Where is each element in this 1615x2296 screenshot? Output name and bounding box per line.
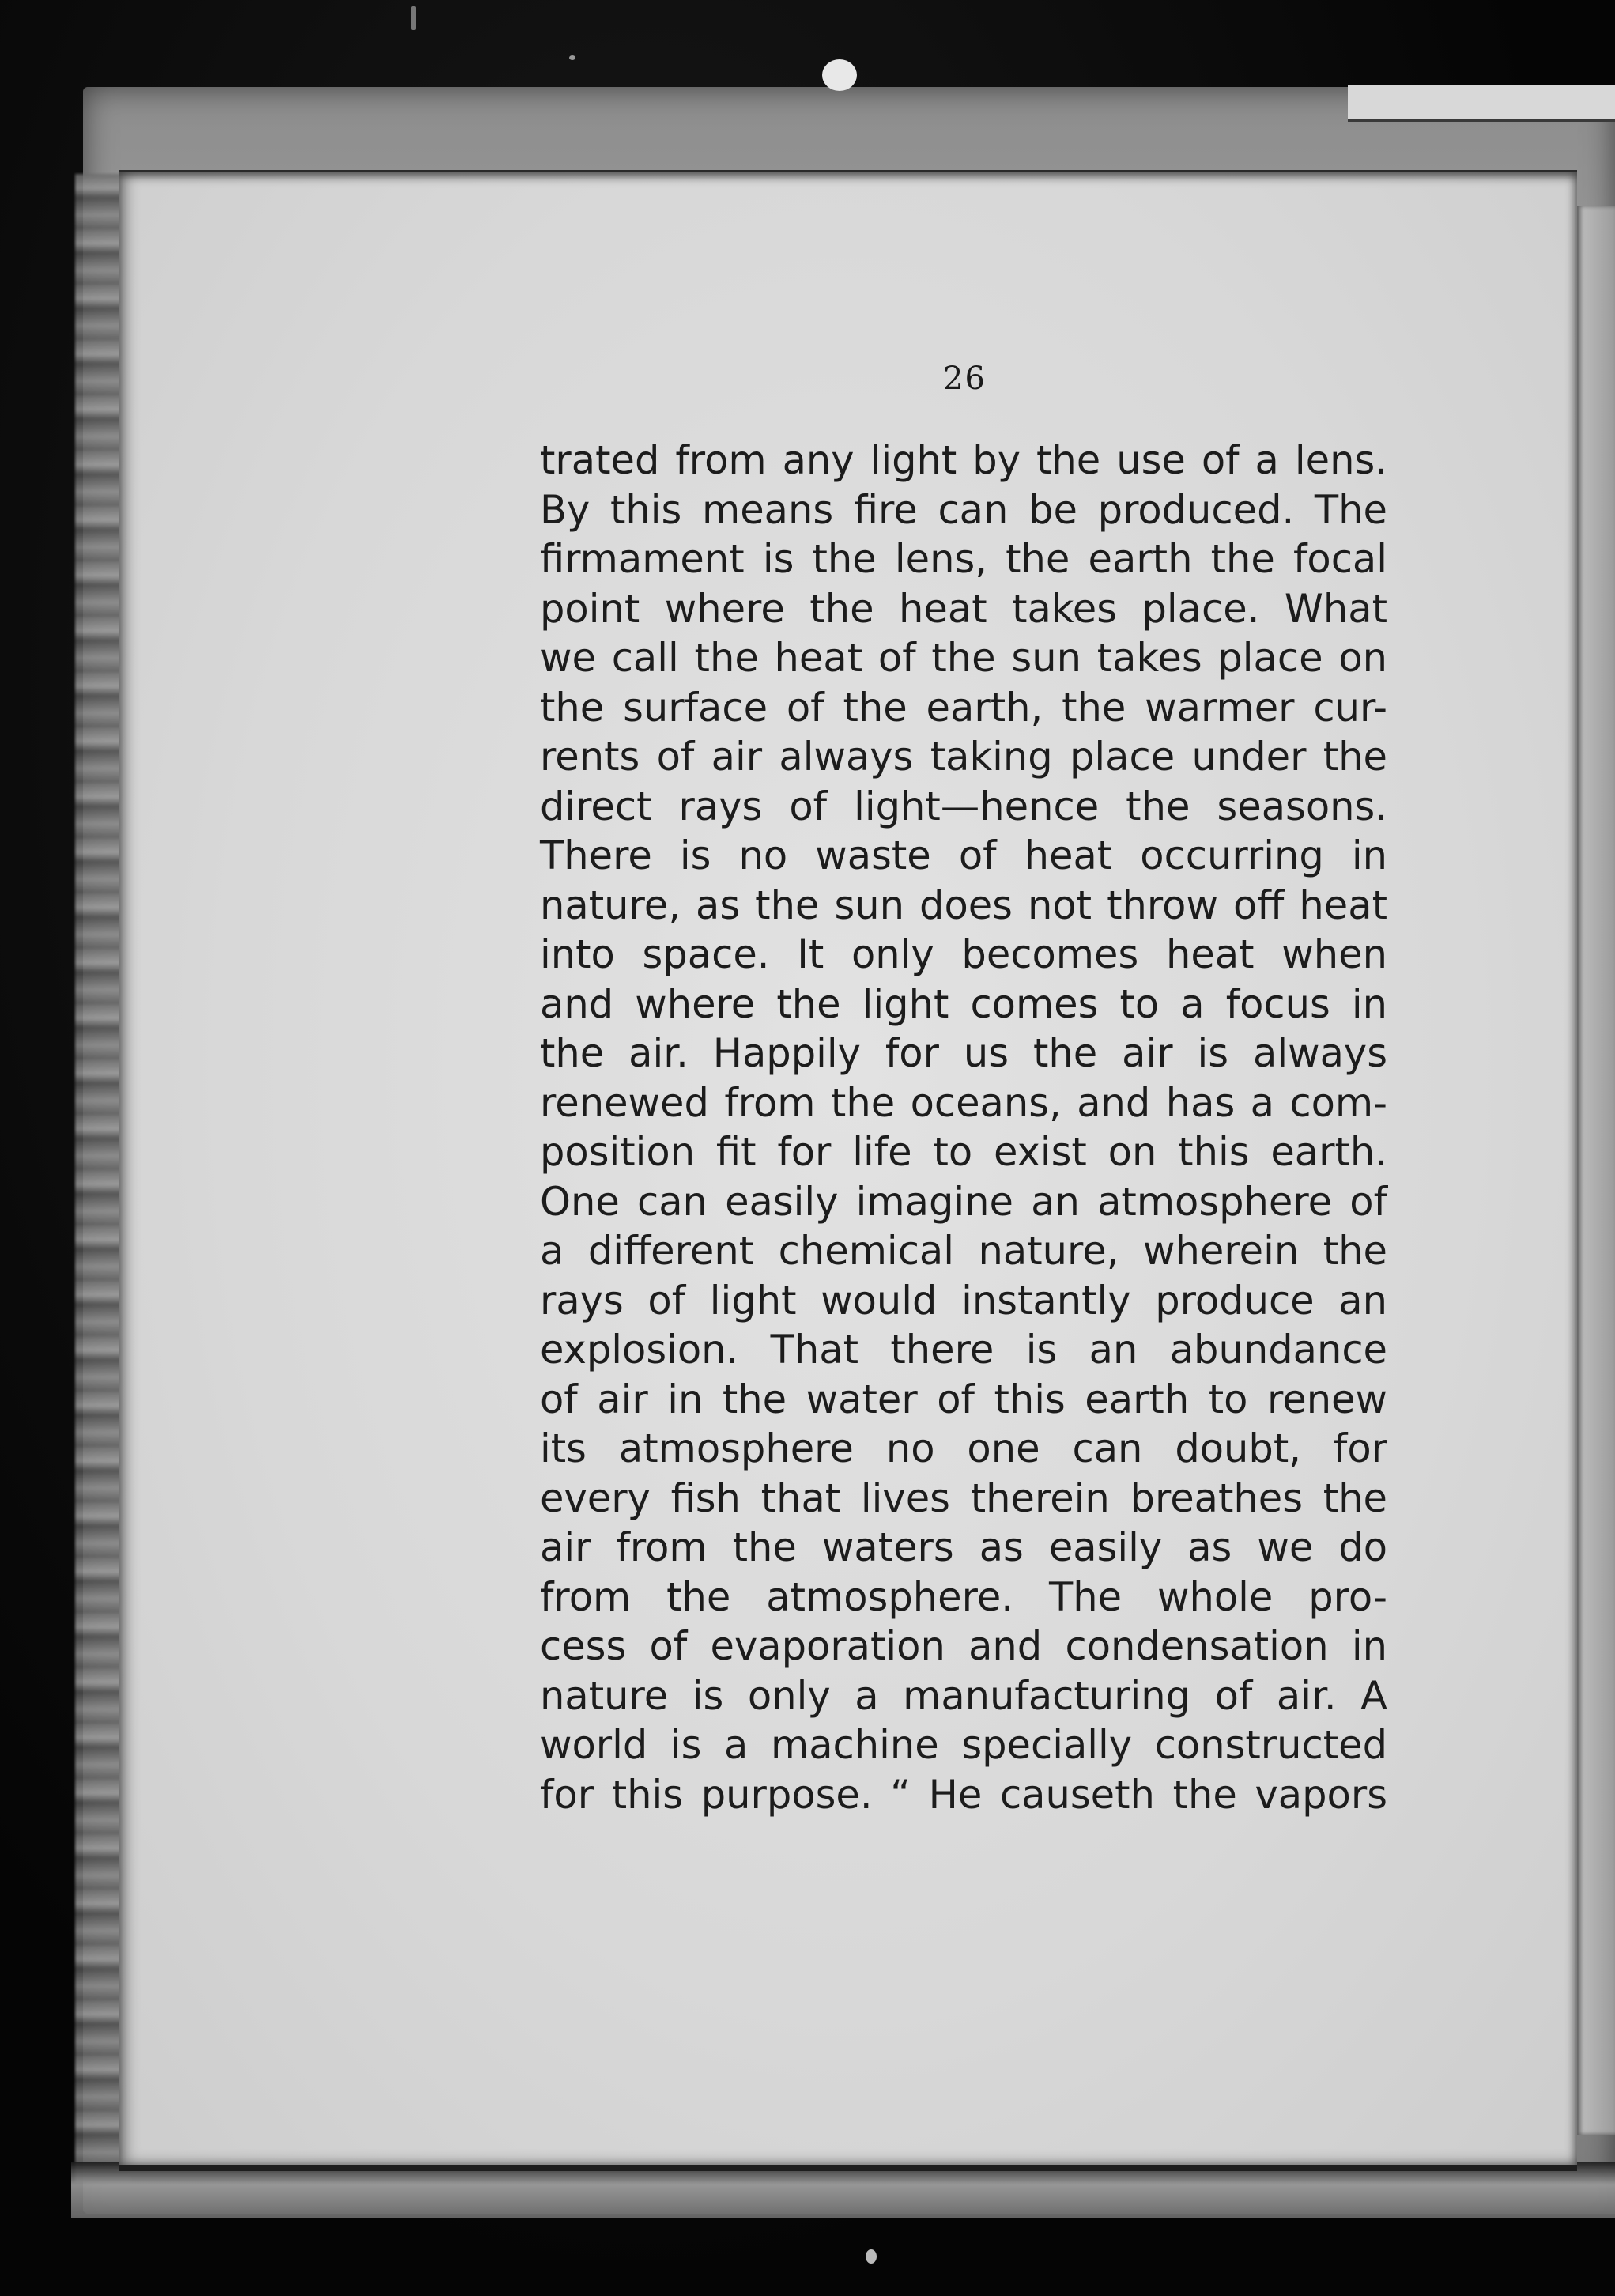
text-line: of air in the water of this earth to renew [540,1376,1387,1422]
text-line: cess of evaporation and condensation in [540,1623,1387,1669]
text-line: nature, as the sun does not throw off heat [540,882,1387,928]
text-line: its atmosphere no one can doubt, for [540,1426,1387,1471]
text-line: nature is only a manufacturing of air. A [540,1672,1387,1719]
text-line: point where the heat takes place. What [540,585,1387,632]
text-line: rays of light would instantly produce an [540,1277,1387,1324]
text-line: the air. Happily for us the air is always [540,1030,1387,1076]
text-line: and where the light comes to a focus in [540,980,1387,1027]
speck [866,2249,877,2264]
text-line: One can easily imagine an atmosphere of [540,1178,1387,1225]
text-line: direct rays of light—hence the seasons. [540,783,1387,829]
body-text [540,436,1387,1819]
text-line: into space. It only becomes heat when [540,931,1387,977]
text-line: for this purpose. “ He causeth the vapors [540,1771,1387,1818]
text-line: we call the heat of the sun takes place on [540,635,1387,681]
text-line: every fish that lives therein breathes the [540,1475,1387,1521]
text-line: air from the waters as easily as we do [540,1524,1387,1570]
text-line: the surface of the earth, the warmer cur- [540,684,1387,731]
speck [569,55,575,60]
speck [411,6,416,30]
top-paper-tab [1348,85,1615,122]
text-line: renewed from the oceans, and has a com- [540,1079,1387,1126]
text-line: firmament is the lens, the earth the focal [540,536,1387,582]
text-line: explosion. That there is an abundance [540,1327,1387,1373]
page-number: 26 [943,361,987,397]
text-line: By this means fire can be produced. The [540,486,1387,533]
text-line: rents of air always taking place under the [540,734,1387,780]
text-line: position fit for life to exist on this earth. [540,1129,1387,1175]
text-line: There is no waste of heat occurring in [540,833,1387,878]
text-line: trated from any light by the use of a lens. [540,437,1387,483]
speck [822,59,857,91]
right-page-strip [1577,206,1615,2135]
text-line: from the atmosphere. The whole pro- [540,1573,1387,1620]
text-line: a different chemical nature, wherein the [540,1228,1387,1274]
text-line: world is a machine specially constructed [540,1722,1387,1768]
